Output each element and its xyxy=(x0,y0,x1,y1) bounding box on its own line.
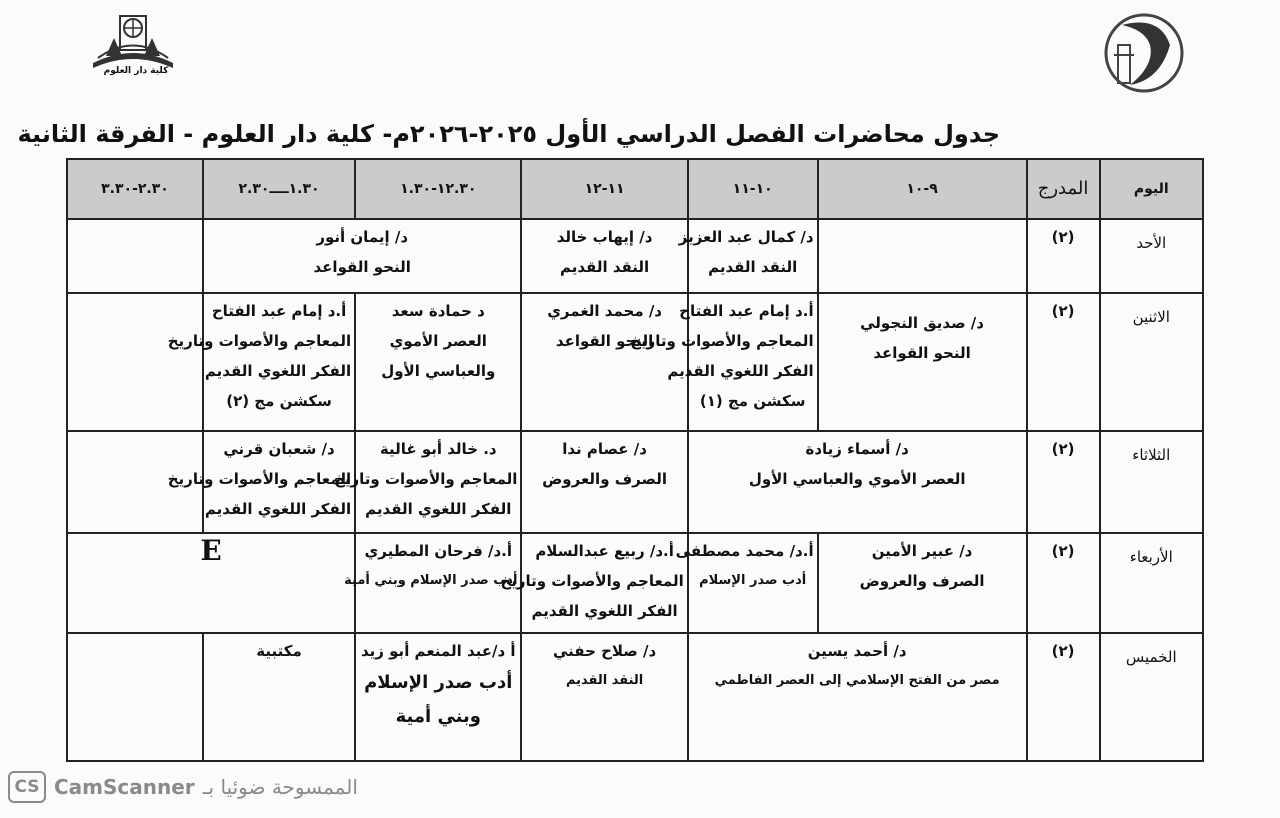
header-slot-1: ٩-١٠ xyxy=(818,159,1027,219)
lecturer: د/ أسماء زيادة xyxy=(805,440,909,458)
course: الفكر اللغوي القديم xyxy=(204,362,352,380)
lecture-cell xyxy=(818,533,1027,633)
schedule-table xyxy=(66,158,1204,762)
lecture-cell xyxy=(203,219,521,293)
lecture-cell xyxy=(818,293,1027,431)
day-cell: الخميس xyxy=(1100,633,1203,761)
course: الصرف والعروض xyxy=(859,572,985,590)
course: الفكر اللغوي القديم xyxy=(531,602,678,620)
course: الصرف والعروض xyxy=(542,470,668,488)
course: مكتبية xyxy=(256,642,302,660)
camscanner-scanned-with: الممسوحة ضوئيا بـ xyxy=(202,775,358,799)
lecturer: د حمادة سعد xyxy=(391,302,485,320)
course: وبني أمية xyxy=(395,706,481,727)
course: النقد القديم xyxy=(708,258,798,276)
empty-cell xyxy=(67,633,203,761)
lecturer: د/ صديق النجولي xyxy=(860,314,984,332)
course: الفكر اللغوي القديم xyxy=(204,500,352,518)
lecturer: د/ كمال عبد العزيز xyxy=(678,228,814,246)
camscanner-icon: CS xyxy=(8,771,46,803)
lecturer: أ.د/ فرحان المطيري xyxy=(364,542,513,560)
day-cell: الأربعاء xyxy=(1100,533,1203,633)
lecturer: د. خالد أبو غالية xyxy=(379,440,497,458)
lecturer: د/ محمد الغمري xyxy=(547,302,663,320)
table-row xyxy=(67,633,1203,761)
lecture-cell xyxy=(355,633,521,761)
lecture-cell xyxy=(344,533,521,633)
day-cell: الأحد xyxy=(1100,219,1203,293)
day-cell: الاثنين xyxy=(1100,293,1203,431)
course: أدب صدر الإسلام xyxy=(699,573,807,588)
hall-cell: (٢) xyxy=(1027,633,1100,761)
section: سكشن مج (١) xyxy=(699,392,806,410)
lecturer: أ د/عبد المنعم أبو زيد xyxy=(361,642,516,660)
empty-cell xyxy=(818,219,1027,293)
course: المعاجم والأصوات وتاريخ xyxy=(500,572,684,590)
lecture-cell xyxy=(688,633,1027,761)
lecture-cell xyxy=(688,431,1027,533)
lecture-cell xyxy=(167,293,355,431)
faculty-logo-caption: كلية دار العلوم xyxy=(103,66,169,76)
course: النقد القديم xyxy=(559,258,650,276)
hall-cell: (٢) xyxy=(1027,431,1100,533)
lecture-cell xyxy=(521,633,687,761)
lecturer: د/ شعبان قرني xyxy=(223,440,335,458)
lecture-cell xyxy=(355,293,521,431)
table-row xyxy=(67,219,1203,293)
lecturer: أ.د/ محمد مصطفى xyxy=(675,542,814,560)
day-cell: الثلاثاء xyxy=(1100,431,1203,533)
course: أدب صدر الإسلام xyxy=(364,672,513,693)
lecture-cell xyxy=(203,633,355,761)
course: المعاجم والأصوات وتاريخ xyxy=(334,470,518,488)
course: الفكر اللغوي القديم xyxy=(365,500,512,518)
exam-cell xyxy=(67,533,355,633)
hall-cell: (٢) xyxy=(1027,293,1100,431)
exam-mark: E xyxy=(200,534,222,567)
lecturer: أ.د/ ربيع عبدالسلام xyxy=(535,542,674,560)
empty-cell xyxy=(67,219,203,293)
lecturer: أ.د إمام عبد الفتاح xyxy=(211,302,347,320)
course: الفكر اللغوي القديم xyxy=(667,362,814,380)
header-slot-3: ١١-١٢ xyxy=(521,159,687,219)
empty-cell xyxy=(67,293,203,431)
lecture-cell xyxy=(630,293,818,431)
lecture-cell xyxy=(521,293,687,431)
course: العصر الأموي والعباسي الأول xyxy=(748,470,966,488)
faculty-logo-left xyxy=(78,8,188,88)
section: سكشن مج (٢) xyxy=(226,392,332,410)
lecturer: د/ عبير الأمين xyxy=(871,542,973,560)
hall-cell: (٢) xyxy=(1027,533,1100,633)
course: والعباسي الأول xyxy=(381,362,496,380)
course: النحو القواعد xyxy=(873,344,971,362)
lecturer: د/ أحمد يسين xyxy=(807,642,907,660)
header-slot-6: ٢.٣٠-٣.٣٠ xyxy=(67,159,203,219)
course: المعاجم والأصوات وتاريخ xyxy=(167,470,352,488)
course: المعاجم والأصوات وتاريخ xyxy=(167,332,352,350)
lecture-cell xyxy=(500,533,687,633)
university-logo-right xyxy=(1100,5,1188,100)
lecture-cell xyxy=(678,219,818,293)
lecture-cell xyxy=(675,533,818,633)
camscanner-brand: CamScanner xyxy=(54,775,195,799)
header-slot-2: ١٠-١١ xyxy=(688,159,818,219)
lecture-cell xyxy=(521,431,687,533)
lecturer: د/ صلاح حفني xyxy=(552,642,657,660)
header-day: اليوم xyxy=(1100,159,1203,219)
header-slot-4: ١٢.٣٠-١.٣٠ xyxy=(355,159,521,219)
course: مصر من الفتح الإسلامي إلى العصر الفاطمي xyxy=(714,673,1000,688)
course: النحو القواعد xyxy=(555,332,654,350)
course: العصر الأموي xyxy=(389,332,487,350)
header-row xyxy=(67,159,1203,219)
page-title: جدول محاضرات الفصل الدراسي الأول ٢٠٢٥-٢٠٢٦م- كلية دار العلوم - الفرقة الثانية xyxy=(17,120,1000,148)
course: النحو القواعد xyxy=(313,258,411,276)
lecturer: د/ إيمان أنور xyxy=(316,228,409,246)
table-row xyxy=(67,533,1203,633)
header-hall: المدرج xyxy=(1027,159,1100,219)
header-slot-5: ١.٣٠ــــ٢.٣٠ xyxy=(203,159,355,219)
course: أدب صدر الإسلام وبني أمية xyxy=(344,573,518,588)
table-row xyxy=(67,431,1203,533)
lecture-cell xyxy=(521,219,687,293)
camscanner-watermark xyxy=(8,772,358,802)
hall-cell: (٢) xyxy=(1027,219,1100,293)
lecture-cell xyxy=(334,431,521,533)
lecturer: د/ إيهاب خالد xyxy=(556,228,653,246)
lecturer: د/ عصام ندا xyxy=(562,440,647,458)
course: المعاجم والأصوات وتاريخ xyxy=(630,332,814,350)
table-row xyxy=(67,293,1203,431)
lecturer: أ.د إمام عبد الفتاح xyxy=(679,302,814,320)
course: النقد القديم xyxy=(565,673,644,688)
lecture-cell xyxy=(167,431,355,533)
